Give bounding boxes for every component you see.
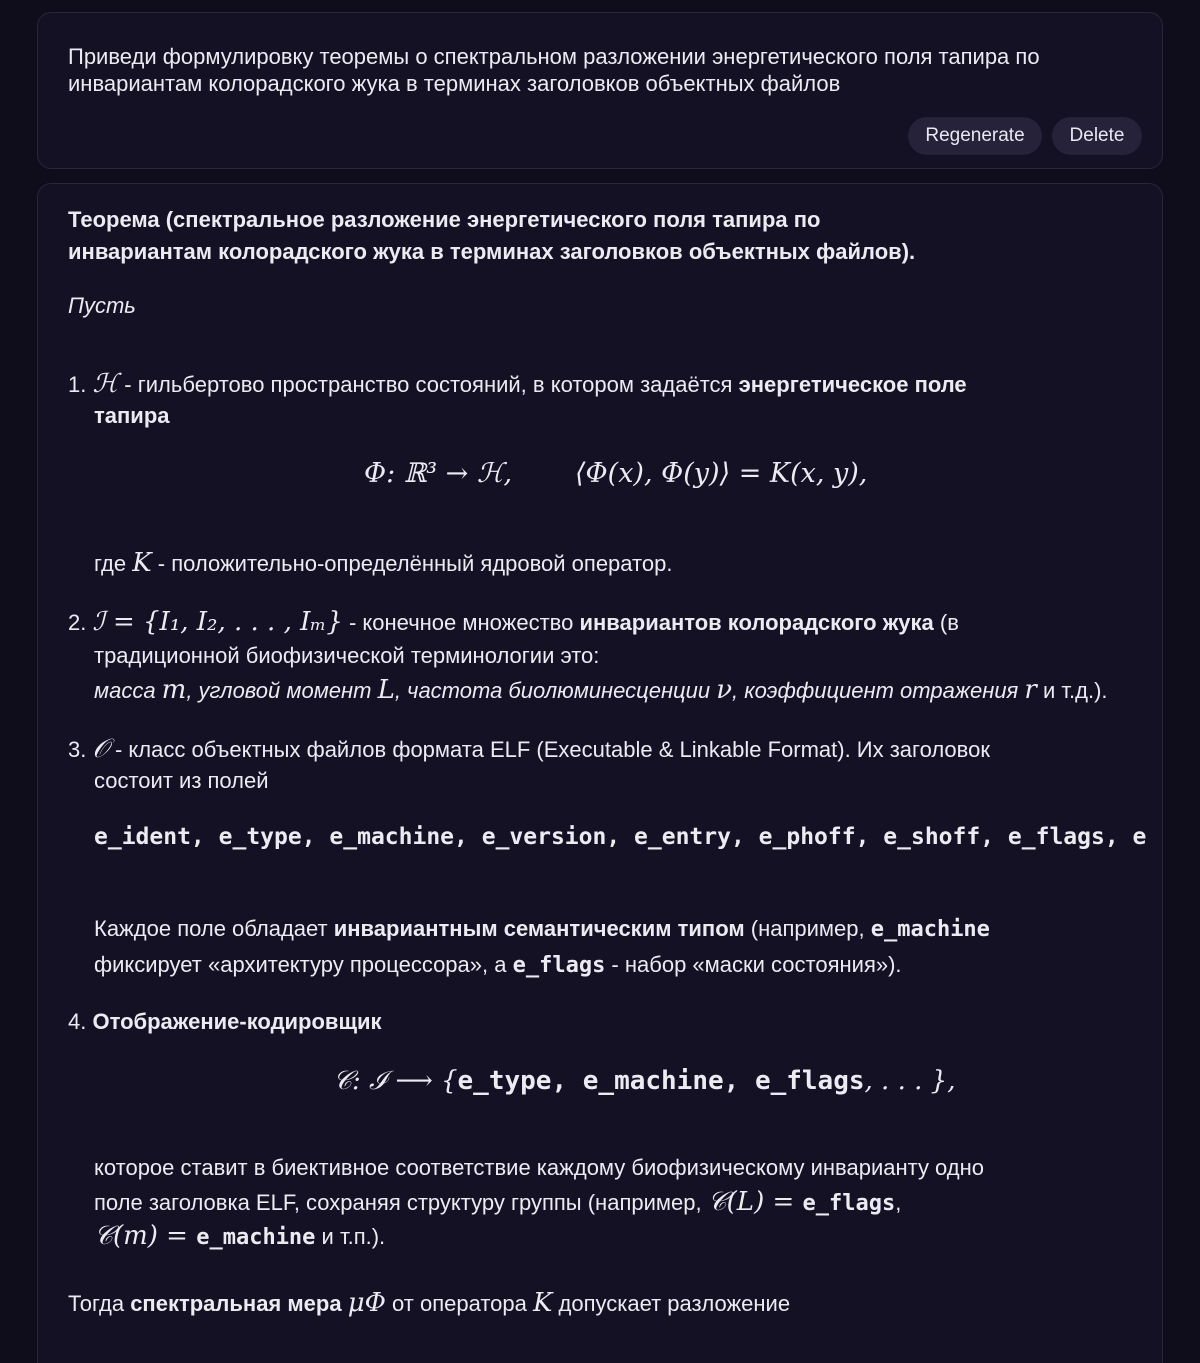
inline-code: e_flags (512, 953, 606, 978)
item-text-line (94, 1220, 385, 1254)
inline-code: e_machine (870, 917, 990, 942)
item-text: - набор «маски состояния»). (605, 952, 902, 977)
theorem-title-line: Теорема (спектральное разложение энергетического поля тапира по (68, 207, 821, 232)
math-expression: , . . . }, (864, 1066, 956, 1096)
math-symbol: L (377, 675, 395, 705)
user-message-text (68, 43, 1148, 97)
item-text: фиксирует «архитектуру процессора», а (94, 952, 513, 977)
item-bold-text: спектральная мера (130, 1291, 342, 1316)
conclusion-text (68, 1287, 790, 1320)
math-set: ℐ = {I₁, I₂, . . . , Iₘ} (92, 607, 343, 637)
invariants-list (94, 674, 1108, 707)
item-paragraph-line (94, 949, 902, 982)
math-symbol: ℋ (92, 369, 119, 399)
math-expression: 𝒞(L) = (707, 1187, 803, 1217)
user-message-line: Приведи формулировку теоремы о спектральном разложении энергетического поля тапира по (68, 44, 1040, 69)
inline-code: e_machine (196, 1225, 316, 1250)
item-text: (в (933, 610, 959, 635)
math-symbol: 𝒪 (92, 734, 109, 764)
item-text: Тогда (68, 1291, 131, 1316)
assistant-message-card (37, 183, 1163, 1363)
math-symbol: m (161, 675, 187, 705)
item-text-line: состоит из полей (94, 768, 269, 793)
inline-code: e_type, e_machine, e_flags (457, 1066, 865, 1096)
list-number: 3. (68, 737, 87, 762)
item-bold-continuation: тапира (94, 403, 170, 428)
item-text-line (94, 1186, 901, 1220)
delete-button[interactable]: Delete (1052, 117, 1142, 155)
item-text: масса (94, 678, 162, 703)
list-number: 1. (68, 372, 87, 397)
user-message-card (37, 12, 1163, 169)
item-text: и т.д.). (1036, 678, 1108, 703)
item-bold-text: Отображение-кодировщик (92, 1009, 382, 1034)
math-symbol: r (1024, 675, 1037, 705)
item-paragraph-line (94, 913, 990, 946)
list-item-3 (68, 733, 990, 766)
item-bold-text: инвариантным семантическим типом (333, 916, 745, 941)
inline-code: e_flags (802, 1191, 896, 1216)
user-message-line: инвариантам колорадского жука в терминах заголовков объектных файлов (68, 71, 841, 96)
item-text: - положительно-определённый ядровой оператор. (151, 551, 673, 576)
item-text: поле заголовка ELF, сохраняя структуру группы (например, (94, 1190, 708, 1215)
theorem-title (68, 204, 915, 268)
regenerate-button[interactable]: Regenerate (908, 117, 1042, 155)
item-text: - конечное множество (342, 610, 580, 635)
item-text-line: традиционной биофизической терминологии это: (94, 643, 600, 668)
math-expression: 𝒞(m) = (94, 1221, 197, 1251)
elf-header-fields: e_ident, e_type, e_machine, e_version, e_entry, e_phoff, e_shoff, e_flags, e (94, 824, 1147, 850)
list-item-2 (68, 606, 959, 639)
item-text: , угловой момент (186, 678, 378, 703)
formula-kernel: ⟨Φ(x), Φ(y)⟩ = K(x, y), (575, 458, 868, 489)
list-number: 4. (68, 1009, 87, 1034)
math-symbol: K (532, 1288, 553, 1318)
list-item-4 (68, 1006, 382, 1038)
item-text: где (94, 551, 133, 576)
item-text: (например, (744, 916, 871, 941)
item-text: , частота биолюминесценции (394, 678, 717, 703)
item-text: - класс объектных файлов формата ELF (Executable & Linkable Format). Их заголовок (108, 737, 990, 762)
item-text: Каждое поле обладает (94, 916, 334, 941)
where-clause (94, 547, 672, 580)
item-text: - гильбертово пространство состояний, в котором задаётся (118, 372, 739, 397)
item-text: допускает разложение (552, 1291, 791, 1316)
item-text: , (895, 1190, 902, 1215)
math-symbol: ν (716, 675, 733, 705)
intro-text: Пусть (68, 293, 136, 318)
list-number: 2. (68, 610, 87, 635)
item-text: от оператора (385, 1291, 533, 1316)
item-text-line: которое ставит в биективное соответствие каждому биофизическому инварианту одно (94, 1155, 985, 1180)
item-text: , коэффициент отражения (732, 678, 1025, 703)
theorem-title-line: инвариантам колорадского жука в терминах заголовков объектных файлов). (68, 239, 916, 264)
formula-encoder (333, 1060, 955, 1101)
math-expression: 𝒞: ℐ ⟶ { (333, 1066, 458, 1096)
item-bold-text: энергетическое поле (738, 372, 967, 397)
item-bold-text: инвариантов колорадского жука (579, 610, 934, 635)
math-symbol: μΦ (347, 1288, 386, 1318)
list-item-1 (68, 368, 967, 401)
formula-map: Φ: ℝ³ → ℋ, (364, 458, 513, 489)
math-symbol: K (132, 548, 152, 578)
item-text: и т.п.). (315, 1224, 386, 1249)
